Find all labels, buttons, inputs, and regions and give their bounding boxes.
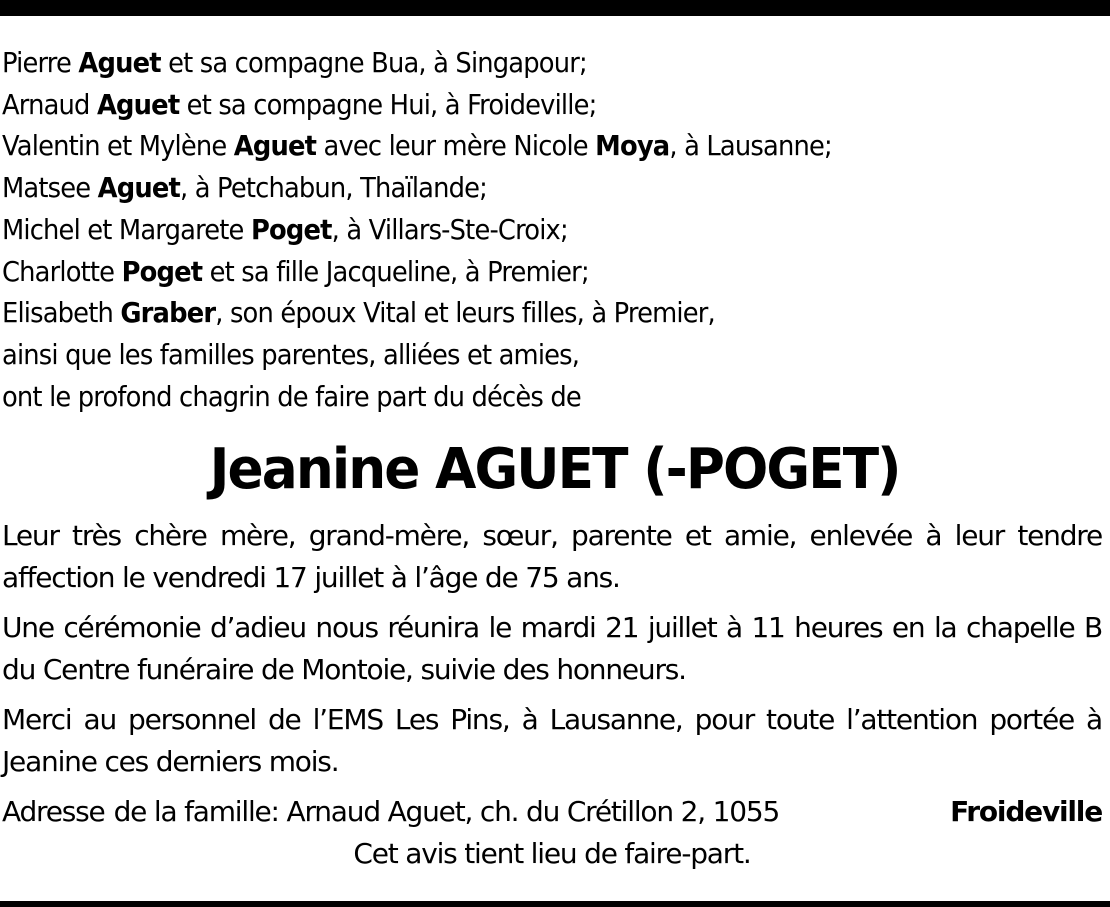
family-surname: Aguet (78, 46, 161, 79)
family-line-7 (2, 292, 1019, 334)
family-line-4 (2, 167, 1019, 209)
announcement-intro-text: ont le profond chagrin de faire part du décès de (2, 379, 581, 413)
family-address-line (2, 791, 1102, 833)
extended-family-text: ainsi que les familles parentes, alliées et amies, (2, 337, 580, 371)
family-line-8 (2, 334, 1019, 376)
family-line-2 (2, 84, 1019, 126)
family-surname: Poget (121, 254, 203, 288)
deceased-name-heading (0, 430, 1110, 510)
tribute-paragraph: Leur très chère mère, grand-mère, sœur, parente et amie, enlevée à leur tendre affection le vendredi 17 juillet à l’âge de 75 ans. (2, 519, 1102, 594)
family-first-name: Michel et Margarete (2, 212, 251, 246)
family-first-name: Charlotte (2, 254, 122, 288)
ceremony-paragraph: Une cérémonie d’adieu nous réunira le mardi 21 juillet à 11 heures en la chapelle B du Centre funéraire de Montoie, suivie des honneurs. (2, 611, 1102, 686)
family-first-name: Pierre (2, 46, 79, 79)
family-first-name: Valentin et Mylène (2, 129, 234, 163)
family-line-6 (2, 251, 1019, 293)
family-line-3 (2, 125, 1019, 167)
family-first-name: Arnaud (2, 87, 97, 121)
thanks-paragraph: Merci au personnel de l’EMS Les Pins, à Lausanne, pour toute l’attention portée à Jeanine ces derniers mois. (2, 703, 1102, 778)
family-line-5 (2, 209, 1019, 251)
family-list (2, 42, 1107, 417)
address-city: Froideville (950, 795, 1102, 828)
address-label: Adresse (2, 795, 105, 828)
family-details: avec leur mère Nicole (316, 129, 596, 163)
family-details: et sa compagne Bua, à Singapour; (160, 46, 587, 79)
announcement-body (2, 515, 1102, 874)
family-first-name: Matsee (2, 171, 98, 205)
family-details: et sa fille Jacqueline, à Premier; (202, 254, 589, 288)
family-first-name: Elisabeth (2, 296, 121, 330)
family-details: , à Petchabun, Thaïlande; (179, 171, 488, 205)
bottom-border-rule (0, 901, 1110, 907)
family-details: et sa compagne Hui, à Froideville; (179, 87, 597, 121)
family-details: , son époux Vital et leurs filles, à Premier, (215, 296, 715, 330)
family-surname: Aguet (233, 129, 317, 163)
family-line-9 (2, 376, 1019, 418)
family-surname: Graber (120, 296, 216, 330)
closing-note: Cet avis tient lieu de faire-part. (353, 836, 751, 870)
family-surname: Poget (250, 212, 332, 246)
family-details: , à Villars-Ste-Croix; (331, 212, 568, 246)
top-border-rule (0, 0, 1110, 16)
family-surname-secondary: Moya (595, 129, 670, 163)
family-surname: Aguet (96, 87, 180, 121)
address-text: de la famille: Arnaud Aguet, ch. du Crétillon 2, 1055 (113, 795, 780, 828)
family-details-secondary: , à Lausanne; (669, 129, 832, 163)
family-line-1 (2, 42, 1019, 84)
family-surname: Aguet (97, 171, 180, 205)
deceased-name-text: Jeanine AGUET (-POGET) (209, 437, 900, 502)
